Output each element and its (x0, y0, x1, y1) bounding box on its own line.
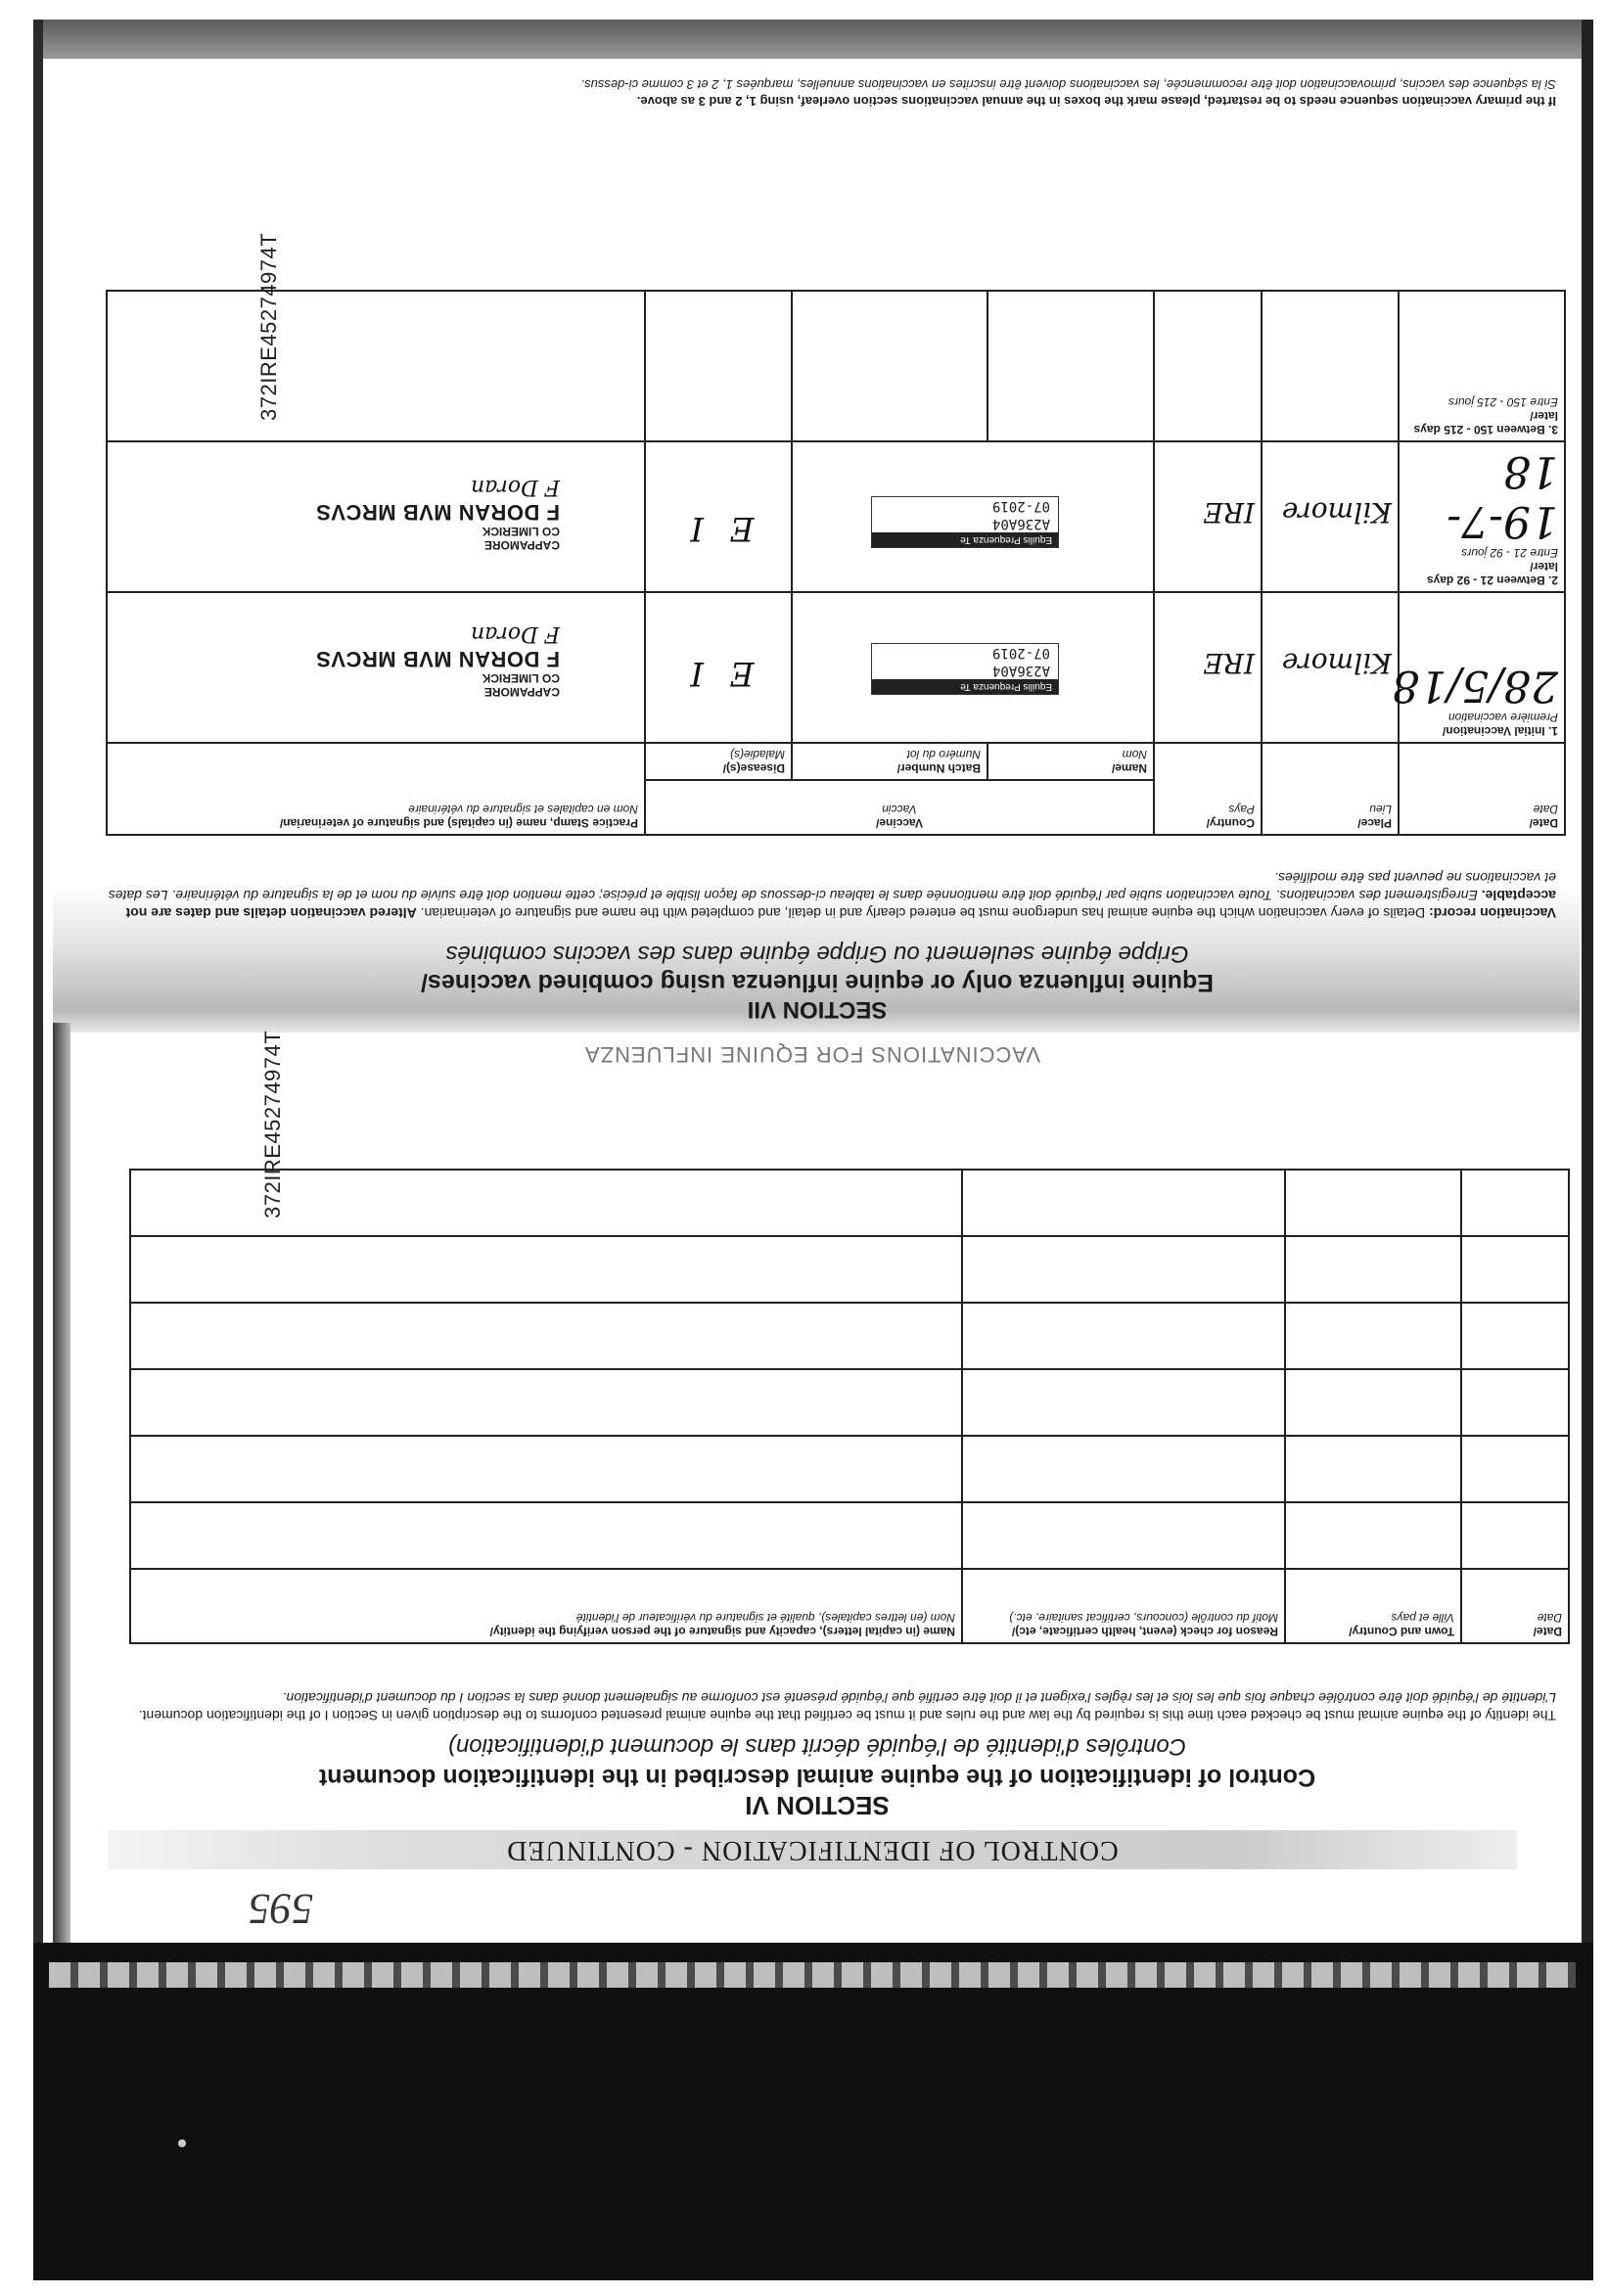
scan-bottom-band (33, 1943, 1593, 2280)
handwritten-disease: E I (682, 509, 755, 548)
vcol-stamp-en: Practice Stamp, name (in capitals) and signature of veterinarian/ (279, 816, 638, 830)
passport-page (59, 59, 1576, 1938)
col-disease-header (645, 743, 792, 780)
section7-intro-en: Details of every vaccination which the equine animal has undergone must be entered clearly and in detail, and completed with the name and signature of veterinarian. (420, 905, 1426, 921)
empty-cell[interactable] (1461, 1369, 1569, 1436)
section6-subtitle-fr: Contrôles d'identité de l'équidé décrit dans le document d'identification) (447, 1733, 1187, 1760)
scan-right-edge (1582, 20, 1593, 2280)
handwritten-country: IRE (1203, 496, 1255, 528)
empty-cell[interactable] (962, 1303, 1285, 1369)
table-row (130, 1369, 1569, 1436)
vcol-country-en: Country/ (1206, 816, 1255, 830)
section6-intro-fr: L'identité de l'équidé doit être contrôlée chaque fois que les lois et les règles l'exigent et il doit être certifié que l'équidé présenté est conforme au signalement donné dans la section I du document d'identification. (282, 1690, 1556, 1706)
col-date-header (1399, 743, 1565, 835)
col-town-header (1285, 1569, 1461, 1643)
sticker-expiry: 07-2019 (991, 498, 1050, 514)
vet-stamp: F DORAN MVB MRCVS (315, 647, 560, 671)
empty-cell[interactable] (130, 1236, 962, 1303)
vcol-batch-en: Batch Number/ (896, 761, 981, 775)
col-name-fr: Nom (en lettres capitales), qualité et signature du vérificateur de l'identité (575, 1611, 955, 1625)
handwritten-page-number: 595 (249, 1885, 313, 1933)
vaccine-sticker-cell[interactable] (792, 592, 1154, 743)
empty-cell[interactable] (1285, 1502, 1461, 1569)
section7-intro-en2: Altered vaccination details and dates are not acceptable. (125, 888, 1556, 921)
disease-cell[interactable] (645, 592, 792, 743)
section7-subtitle-fr: Grippe équine seulement ou Grippe équine dans des vaccins combinés (445, 941, 1189, 967)
col-name-en: Name (in capital letters), capacity and signature of the person verifying the identity/ (489, 1625, 955, 1638)
section6-banner (108, 1830, 1517, 1869)
table-row (107, 441, 1565, 592)
stamp-cell[interactable] (107, 592, 645, 743)
handwritten-date: 28/5/18 (1392, 661, 1558, 711)
batch-cell[interactable] (792, 291, 987, 441)
empty-cell[interactable] (1285, 1170, 1461, 1236)
empty-cell[interactable] (130, 1303, 962, 1369)
sticker-batch: A236A04 (991, 663, 1050, 678)
vaccination-table (106, 290, 1566, 836)
empty-cell[interactable] (1461, 1236, 1569, 1303)
scan-dust-dot (178, 2139, 186, 2147)
section7-intro (98, 869, 1556, 922)
col-town-fr: Ville et pays (1391, 1611, 1454, 1625)
section7-footer-en: If the primary vaccination sequence needs to be restarted, please mark the boxes in the annual vaccinations section overleaf, using 1, 2 and 3 as above. (636, 94, 1556, 109)
country-cell[interactable] (1154, 592, 1262, 743)
date-cell[interactable] (1399, 291, 1565, 441)
table-header-row (130, 1569, 1569, 1643)
row-label-fr: Entre 21 - 92 jours (1461, 546, 1558, 560)
stamp-cell[interactable] (107, 291, 645, 441)
table-row (107, 592, 1565, 743)
sticker-batch: A236A04 (991, 516, 1050, 531)
vcol-vaccine-fr: Vaccin (882, 803, 917, 816)
vcol-country-fr: Pays (1228, 803, 1255, 816)
table-row (130, 1236, 1569, 1303)
vcol-place-fr: Lieu (1369, 803, 1392, 816)
vet-signature: F Doran (471, 621, 560, 646)
col-date-header (1461, 1569, 1569, 1643)
section6-intro (108, 1689, 1556, 1724)
col-town-en: Town and Country/ (1349, 1625, 1454, 1638)
col-reason-fr: Motif du contrôle (concours, certificat sanitaire, etc.) (1009, 1611, 1278, 1625)
col-date-en: Date/ (1533, 1625, 1562, 1638)
date-cell[interactable] (1392, 592, 1565, 743)
disease-cell[interactable] (645, 291, 792, 441)
table-header-row (107, 780, 1565, 835)
empty-cell[interactable] (1285, 1236, 1461, 1303)
handwritten-disease: E I (682, 654, 755, 693)
horse-id-code: 372IRE45274974T (260, 1030, 285, 1218)
horse-id-code: 372IRE45274974T (256, 232, 281, 421)
col-stamp-header (107, 743, 645, 835)
row-label-en: 2. Between 21 - 92 days later/ (1426, 560, 1558, 587)
country-cell[interactable] (1154, 291, 1262, 441)
col-country-header (1154, 743, 1262, 835)
section6-title: SECTION VI (745, 1791, 890, 1820)
empty-cell[interactable] (130, 1170, 962, 1236)
stamp-cell[interactable] (107, 441, 645, 592)
empty-cell[interactable] (130, 1369, 962, 1436)
col-reason-header (962, 1569, 1285, 1643)
empty-cell[interactable] (962, 1436, 1285, 1502)
empty-cell[interactable] (130, 1436, 962, 1502)
col-place-header (1262, 743, 1399, 835)
col-date-fr: Date (1537, 1611, 1562, 1625)
vcol-place-en: Place/ (1357, 816, 1392, 830)
section7-intro-fr: Enregistrement des vaccinations. Toute vaccination subie par l'équidé doit être mentionnée dans le tableau ci-dessous de façon lisible et précise; cette mention doit être suivie du nom et de la signature du vétérinaire. Les dates et vaccinations ne peuvent pas être modifiées. (108, 870, 1556, 903)
empty-cell[interactable] (1461, 1170, 1569, 1236)
sticker-brand: Equilis Prequenza Te (872, 532, 1058, 547)
scan-top-edge (35, 20, 1591, 59)
vcol-disease-en: Disease(s)/ (722, 761, 785, 775)
table-row (107, 291, 1565, 441)
place-cell[interactable] (1262, 441, 1399, 592)
handwritten-place: Kilmore (1281, 496, 1392, 528)
handwritten-place: Kilmore (1281, 647, 1392, 679)
vet-stamp: F DORAN MVB MRCVS (315, 500, 560, 525)
col-reason-en: Reason for check (event, health certificate, etc)/ (1011, 1625, 1278, 1638)
vaccine-sticker-cell[interactable] (792, 441, 1154, 592)
date-cell[interactable] (1399, 441, 1565, 592)
row-label-en: 1. Initial Vaccination/ (1442, 724, 1558, 738)
vaccine-batch-sticker (871, 643, 1059, 695)
sticker-expiry: 07-2019 (991, 645, 1050, 661)
empty-cell[interactable] (1285, 1436, 1461, 1502)
country-cell[interactable] (1154, 441, 1262, 592)
stamp-address: CAPPAMORE CO LIMERICK (482, 525, 560, 552)
col-batch-header (792, 743, 987, 780)
identification-control-table (129, 1169, 1570, 1644)
empty-cell[interactable] (1461, 1436, 1569, 1502)
empty-cell[interactable] (1461, 1502, 1569, 1569)
section7-subtitle-en: Equine influenza only or equine influenza using combined vaccines/ (421, 969, 1214, 996)
scan-left-edge (33, 20, 43, 2280)
empty-cell[interactable] (130, 1502, 962, 1569)
vcol-disease-fr: Maladie(s) (729, 748, 785, 761)
section7-footer-fr: Si la séquence des vaccins, primovaccination doit être recommencée, les vaccinations doivent être inscrites en vaccinations annuelles, marquées 1, 2 et 3 comme ci-dessus. (580, 77, 1556, 92)
vcol-date-en: Date/ (1529, 816, 1558, 830)
handwritten-date: 19-7-18 (1446, 446, 1558, 546)
table-row (130, 1303, 1569, 1369)
vcol-date-fr: Date (1533, 803, 1558, 816)
section6-subtitle-en: Control of identification of the equine animal described in the identification document (318, 1764, 1316, 1791)
row-label-fr: Entre 150 - 215 jours (1447, 395, 1558, 409)
place-cell[interactable] (1262, 592, 1399, 743)
row-label-en: 3. Between 150 - 215 days later/ (1413, 409, 1558, 436)
col-vaccine-header (645, 780, 1154, 835)
empty-cell[interactable] (962, 1236, 1285, 1303)
sticker-brand: Equilis Prequenza Te (872, 679, 1058, 694)
section6-banner-text: CONTROL OF IDENTIFICATION - CONTINUED (506, 1835, 1119, 1865)
handwritten-country: IRE (1203, 647, 1255, 679)
section7-faded-heading: VACCINATIONS FOR EQUINE INFLUENZA (583, 1042, 1041, 1067)
section7-footer (98, 76, 1556, 110)
table-row (130, 1502, 1569, 1569)
empty-cell[interactable] (1285, 1303, 1461, 1369)
vcol-stamp-fr: Nom en capitales et signature du vétérinaire (408, 803, 638, 816)
vcol-vaccine-en: Vaccine/ (875, 816, 924, 830)
vaccine-batch-sticker (871, 496, 1059, 548)
vcol-batch-fr: Numéro du lot (906, 748, 981, 761)
stamp-address: CAPPAMORE CO LIMERICK (482, 671, 560, 699)
empty-cell[interactable] (962, 1170, 1285, 1236)
section7-intro-bold: Vaccination record: (1429, 905, 1556, 921)
vcol-name-en: Name/ (1111, 761, 1147, 775)
empty-cell[interactable] (962, 1502, 1285, 1569)
empty-cell[interactable] (1461, 1303, 1569, 1369)
table-row (130, 1436, 1569, 1502)
vet-signature: F Doran (471, 475, 560, 499)
col-name-header (987, 743, 1154, 780)
col-name-header (130, 1569, 962, 1643)
section7-title: SECTION VII (747, 996, 888, 1023)
table-row (130, 1170, 1569, 1236)
row-label-fr: Première vaccination (1447, 711, 1558, 724)
vcol-name-fr: Nom (1122, 748, 1147, 761)
binding-stitch (49, 1962, 1576, 1988)
empty-cell[interactable] (962, 1369, 1285, 1436)
vaccine-name-cell[interactable] (987, 291, 1154, 441)
place-cell[interactable] (1262, 291, 1399, 441)
disease-cell[interactable] (645, 441, 792, 592)
section6-intro-en: The identity of the equine animal must be checked each time this is required by the law and the rules and it must be certified that the equine animal presented conforms to the description given in Section I of the identification document. (138, 1708, 1556, 1723)
empty-cell[interactable] (1285, 1369, 1461, 1436)
